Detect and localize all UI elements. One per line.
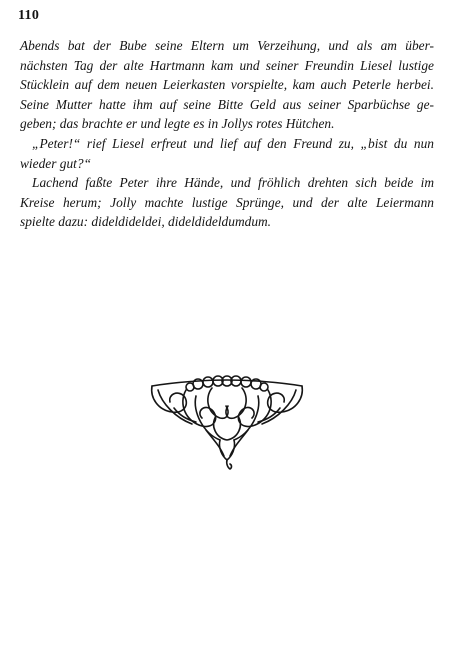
paragraph-3 [20, 173, 434, 232]
text-line: Stücklein auf dem neuen Leierkasten vorspielte, kam auch Peterle herbei. [20, 77, 434, 93]
text-line: „Peter!“ rief Liesel erfreut und lief auf den Freund zu, „bist du nun [32, 135, 434, 151]
text-line: Kreise herum; Jolly machte lustige Sprünge, und der alte Leiermann [20, 194, 434, 210]
text-line: Seine Mutter hatte ihm auf seine Bitte Geld aus seiner Sparbüchse ge- [20, 96, 434, 112]
text-line: nächsten Tag der alte Hartmann kam und seiner Freundin Liesel lustige [20, 57, 434, 73]
paragraph-1 [20, 36, 434, 134]
decorative-vignette-ornament-icon [146, 368, 308, 472]
text-line: Lachend faßte Peter ihre Hände, und fröhlich drehten sich beide im [32, 175, 434, 191]
body-text [20, 36, 434, 232]
text-line: spielte dazu: dideldideldei, dideldideldumdum. [20, 214, 272, 230]
page-number: 110 [18, 8, 40, 23]
text-line: geben; das brachte er und legte es in Jollys rotes Hütchen. [20, 116, 335, 132]
paragraph-2 [20, 134, 434, 173]
text-line: wieder gut?“ [20, 155, 92, 171]
text-line: Abends bat der Bube seine Eltern um Verzeihung, und als am über- [20, 38, 434, 53]
